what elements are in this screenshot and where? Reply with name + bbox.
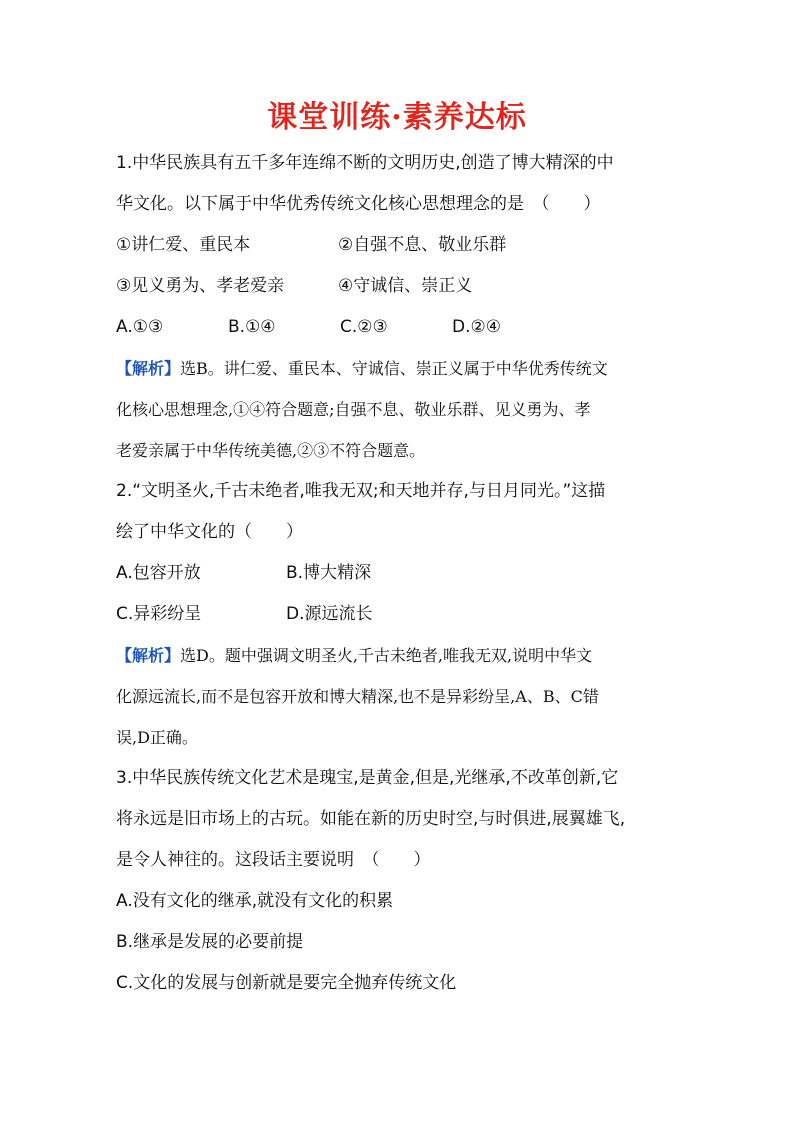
question-1-explanation-line-2: 化核心思想理念,①④符合题意;自强不息、敬业乐群、见义勇为、孝	[116, 400, 591, 419]
question-1-choices	[116, 307, 696, 348]
choice-c: C.异彩纷呈	[116, 604, 202, 624]
question-1-explanation-line-1	[116, 348, 696, 389]
question-2-explanation-line-2: 化源远流长,而不是包容开放和博大精深,也不是异彩纷呈,A、B、C错	[116, 687, 599, 706]
choice-a: A.①③	[116, 317, 164, 337]
page-title: 课堂训练·素养达标	[267, 100, 527, 135]
statement-2: ②自强不息、敬业乐群	[338, 235, 507, 255]
question-1-stem-line-2: 华文化。以下属于中华优秀传统文化核心思想理念的是 （ ）	[116, 194, 601, 214]
question-content	[116, 143, 696, 1004]
choice-d: D.②④	[452, 317, 501, 337]
question-3-stem-line-1: 3.中华民族传统文化艺术是瑰宝,是黄金,但是,光继承,不改革创新,它	[116, 768, 619, 788]
question-2-explanation-line-1	[116, 635, 696, 676]
explanation-text: 选D。题中强调文明圣火,千古未绝者,唯我无双,说明中华文	[180, 646, 593, 665]
question-1	[116, 143, 696, 471]
question-2-explanation-line-3: 误,D正确。	[116, 728, 198, 747]
question-3-stem-line-3: 是令人神往的。这段话主要说明 （ ）	[116, 850, 431, 870]
question-3	[116, 758, 696, 1004]
question-1-items-row-1	[116, 225, 696, 266]
question-1-stem-line-1: 1.中华民族具有五千多年连绵不断的文明历史,创造了博大精深的中	[116, 153, 614, 173]
explanation-tag: 【解析】	[116, 359, 181, 378]
question-2-stem-line-1: 2.“文明圣火,千古未绝者,唯我无双;和天地并存,与日月同光。”这描	[116, 481, 606, 501]
choice-a: A.没有文化的继承,就没有文化的积累	[116, 891, 394, 911]
choice-b: B.继承是发展的必要前提	[116, 932, 304, 952]
statement-1: ①讲仁爱、重民本	[116, 235, 251, 255]
choice-c: C.文化的发展与创新就是要完全抛弃传统文化	[116, 973, 457, 993]
question-1-items-row-2	[116, 266, 696, 307]
question-3-stem-line-2: 将永远是旧市场上的古玩。如能在新的历史时空,与时俱进,展翼雄飞,	[116, 809, 626, 829]
choice-b: B.①④	[228, 317, 276, 337]
statement-4: ④守诚信、崇正义	[338, 276, 473, 296]
choice-c: C.②③	[340, 317, 388, 337]
choice-a: A.包容开放	[116, 563, 201, 583]
question-2-stem-line-2: 绘了中华文化的（ ）	[116, 522, 303, 542]
choice-d: D.源远流长	[286, 604, 373, 624]
statement-3: ③见义勇为、孝老爱亲	[116, 276, 285, 296]
explanation-tag: 【解析】	[116, 646, 181, 665]
question-2	[116, 471, 696, 758]
question-1-explanation-line-3: 老爱亲属于中华传统美德,②③不符合题意。	[116, 441, 426, 460]
explanation-text: 选B。讲仁爱、重民本、守诚信、崇正义属于中华优秀传统文	[180, 359, 608, 378]
choice-b: B.博大精深	[286, 563, 372, 583]
question-2-choices-row-1	[116, 553, 696, 594]
question-2-choices-row-2	[116, 594, 696, 635]
